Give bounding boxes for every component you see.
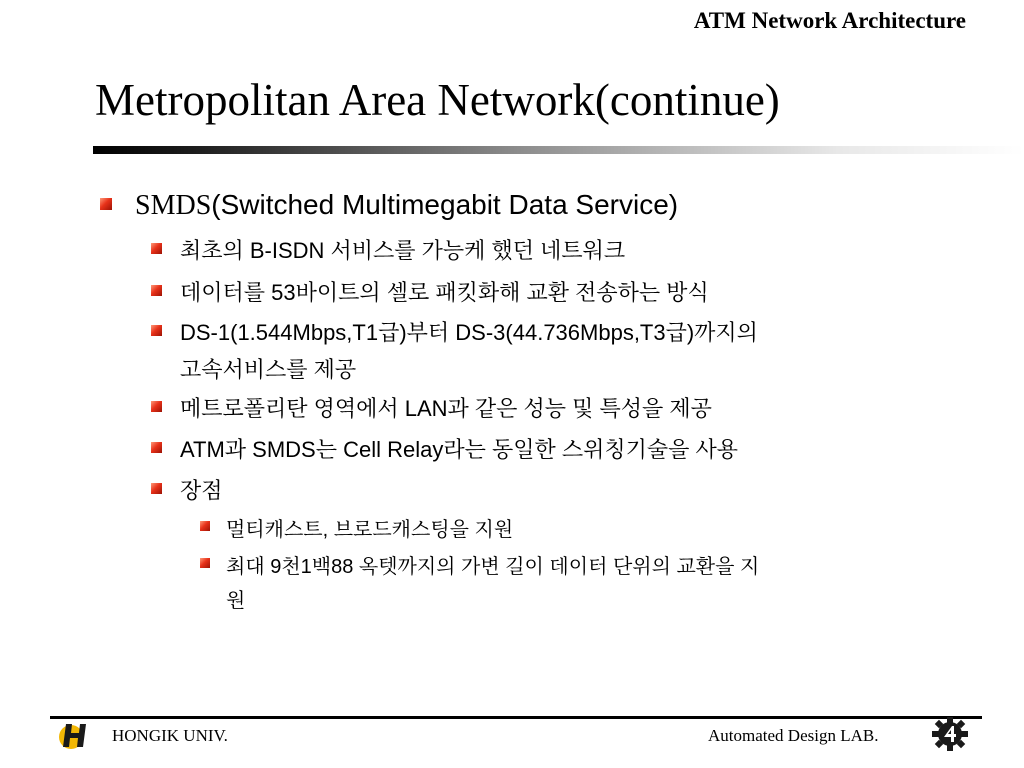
header-label: ATM Network Architecture bbox=[693, 8, 966, 33]
bullet-l2-item: ATM과 SMDS는 Cell Relay라는 동일한 스위칭기술을 사용 bbox=[180, 437, 738, 462]
smds-expansion: (Switched Multimegabit Data Service) bbox=[211, 189, 679, 220]
bullet-square-icon bbox=[100, 198, 112, 210]
bullet-l3-item: 최대 9천1백88 옥텟까지의 가변 길이 데이터 단위의 교환을 지 bbox=[226, 556, 760, 578]
bullet-square-icon bbox=[151, 243, 162, 254]
bullet-square-icon bbox=[200, 558, 210, 568]
bullet-square-icon bbox=[151, 483, 162, 494]
lab-gear-logo-icon bbox=[930, 716, 970, 752]
bullet-l3-item: 멀티캐스트, 브로드캐스팅을 지원 bbox=[226, 519, 514, 541]
hongik-logo-icon bbox=[56, 718, 92, 750]
bullet-square-icon bbox=[151, 442, 162, 453]
bullet-l2-item-continued: 고속서비스를 제공 bbox=[180, 357, 357, 382]
footer-university: HONGIK UNIV. bbox=[112, 726, 228, 745]
title-divider bbox=[93, 146, 1024, 154]
bullet-square-icon bbox=[151, 325, 162, 336]
bullet-l1 bbox=[135, 189, 678, 222]
smds-term: SMDS bbox=[135, 190, 212, 221]
slide-title: Metropolitan Area Network(continue) bbox=[95, 75, 780, 125]
bullet-l2-item: 메트로폴리탄 영역에서 LAN과 같은 성능 및 특성을 제공 bbox=[180, 396, 712, 421]
bullet-square-icon bbox=[151, 401, 162, 412]
bullet-square-icon bbox=[151, 285, 162, 296]
footer-divider bbox=[50, 716, 982, 719]
bullet-l2-item: 최초의 B-ISDN 서비스를 가능케 했던 네트워크 bbox=[180, 238, 626, 263]
bullet-l2-item: 데이터를 53바이트의 셀로 패킷화해 교환 전송하는 방식 bbox=[180, 280, 709, 305]
bullet-l2-item: DS-1(1.544Mbps,T1급)부터 DS-3(44.736Mbps,T3급)까지의 bbox=[180, 320, 758, 345]
bullet-square-icon bbox=[200, 521, 210, 531]
bullet-l2-item: 장점 bbox=[180, 478, 223, 503]
footer-lab: Automated Design LAB. bbox=[708, 726, 879, 745]
bullet-l3-item-continued: 원 bbox=[226, 590, 246, 612]
